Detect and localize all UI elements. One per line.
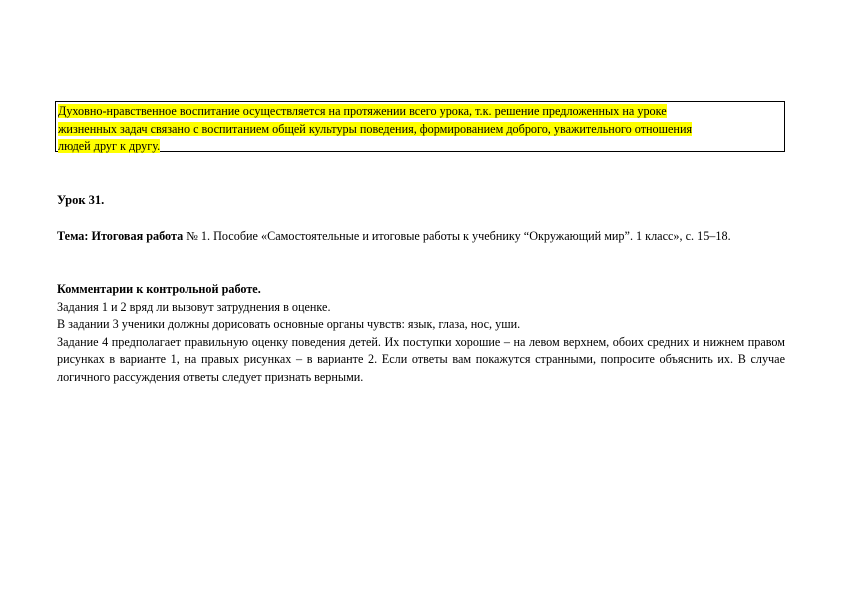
comments-paragraph-2: В задании 3 ученики должны дорисовать основные органы чувств: язык, глаза, нос, уши. (57, 317, 521, 331)
note-line-1: Духовно-нравственное воспитание осуществляется на протяжении всего урока, т.к. решение предложенных на уроке (58, 104, 667, 118)
lesson-title: Урок 31. (57, 193, 105, 207)
topic-text: № 1. Пособие «Самостоятельные и итоговые работы к учебнику “Окружающий мир”. 1 класс», с. 15–18. (183, 229, 731, 243)
comments-section (57, 281, 785, 386)
note-line-2: жизненных задач связано с воспитанием общей культуры поведения, формированием доброго, уважительного отношения (58, 121, 693, 136)
note-box (55, 101, 785, 152)
note-line-3: людей друг к другу. (58, 139, 161, 153)
note-text (58, 102, 782, 156)
comments-paragraph-3: Задание 4 предполагает правильную оценку поведения детей. Их поступки хорошие – на левом верхнем, обоих средних и нижнем правом рисунках в варианте 1, на правых рисунках – в варианте 2. Если ответы вам покажутся странными, попросите объяснить их. В случае логичного рассуждения ответы следует признать верными. (57, 334, 785, 384)
topic-paragraph (57, 228, 785, 246)
comments-paragraph-1: Задания 1 и 2 вряд ли вызовут затруднения в оценке. (57, 299, 331, 314)
topic-label: Тема: Итоговая работа (57, 229, 184, 243)
comments-heading: Комментарии к контрольной работе. (57, 282, 261, 296)
